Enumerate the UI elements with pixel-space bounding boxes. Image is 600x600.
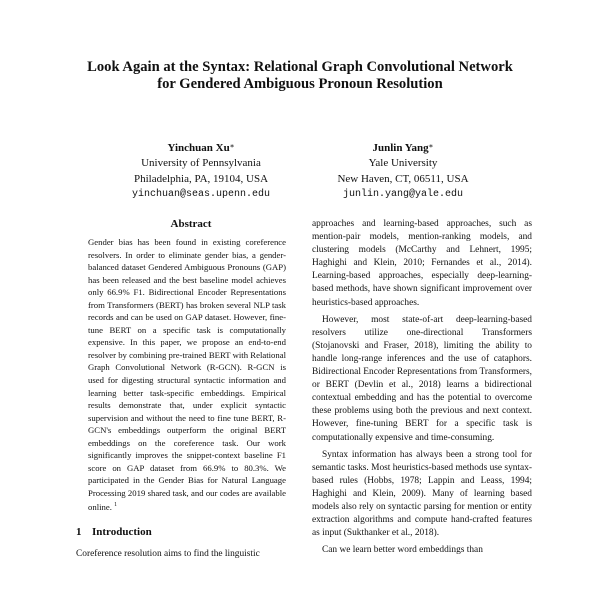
- author-name: Junlin Yang∗: [372, 142, 434, 154]
- author-address: New Haven, CT, 06511, USA: [337, 172, 469, 185]
- author-name: Yinchuan Xu∗: [167, 142, 235, 154]
- author-email: yinchuan@seas.upenn.edu: [131, 188, 271, 200]
- equal-contribution-mark: ∗: [229, 142, 235, 150]
- introduction-first-line: Coreference resolution aims to find the linguistic: [76, 548, 260, 559]
- author-affiliation: Yale University: [368, 157, 438, 170]
- author-email: junlin.yang@yale.edu: [342, 188, 464, 200]
- body-paragraph-3: Syntax information has always been a strong tool for semantic tasks. Most heuristics-based methods use syntax-based rules (Hobbs, 1978; Lappin and Leass, 1994; Haghighi and Klein, 2009). Many of learning based models also rely on syntactic parsing for mention or entity extraction algorithms and compute hand-crafted features as input (Sukthanker et al., 2018).: [312, 449, 533, 539]
- abstract-text: Gender bias has been found in existing coreference resolvers. In order to eliminate gender bias, a gender-balanced dataset Gendered Ambiguous Pronouns (GAP) has been released and the best baseline model achieves only 66.9% F1. Bidirectional Encoder Representations from Transformers (BERT) has broken several NLP task records and can be used on GAP dataset. However, fine-tune BERT on a specific task is computationally expensive. In this paper, we propose an end-to-end resolver by combining pre-trained BERT with Relational Graph Convolutional Network (R-GCN). R-GCN is used for digesting structural syntactic information and learning better task-specific embeddings. Empirical results demonstrate that, under explicit syntactic supervision and without the need to fine tune BERT, R-GCN's embeddings outperform the original BERT embeddings on the coreference task. Our work significantly improves the snippet-context baseline F1 score on GAP dataset from 66.9% to 80.3%. We participated in the Gender Bias for Natural Language Processing 2019 shared task, and our codes are available online. $^1$: [88, 237, 286, 513]
- right-column: [312, 218, 532, 557]
- body-paragraph-1: approaches and learning-based approaches, such as mention-pair models, mention-ranking models, and clustering models (McCarthy and Lehnert, 1995; Haghighi and Klein, 2010; Fernandes et al., 2014). Learning-based approaches, especially deep-learning-based methods, have shown significant improvement over heuristics-based approaches.: [312, 219, 532, 308]
- author-block-2: [283, 141, 523, 202]
- body-paragraph-2: However, most state-of-art deep-learning-based resolvers utilize one-directional Transformers (Stojanovski and Fraser, 2018), limiting the ability to handle long-range inferences and the use of cataphors. Bidirectional Encoder Representations from Transformers, or BERT (Devlin et al., 2018) learns a bidirectional contextual embedding and has the potential to overcome these problems using both the previous and next context. However, fine-tuning BERT for a specific task is computationally expensive and time-consuming.: [312, 314, 533, 443]
- title-line-2: for Gendered Ambiguous Pronoun Resolution: [157, 76, 443, 92]
- paper-title: [40, 59, 560, 93]
- equal-contribution-mark: ∗: [428, 142, 434, 150]
- left-column: [76, 217, 298, 561]
- author-address: Philadelphia, PA, 19104, USA: [133, 172, 269, 185]
- title-line-1: Look Again at the Syntax: Relational Graph Convolutional Network: [87, 59, 513, 75]
- abstract-heading: Abstract: [170, 218, 212, 230]
- section-title: Introduction: [92, 525, 152, 538]
- author-affiliation: University of Pennsylvania: [141, 157, 261, 170]
- section-heading-introduction: [76, 525, 298, 539]
- body-paragraph-4: Can we learn better word embeddings than: [322, 545, 483, 556]
- footnote-mark: 1: [114, 502, 118, 509]
- section-number: 1: [76, 525, 82, 538]
